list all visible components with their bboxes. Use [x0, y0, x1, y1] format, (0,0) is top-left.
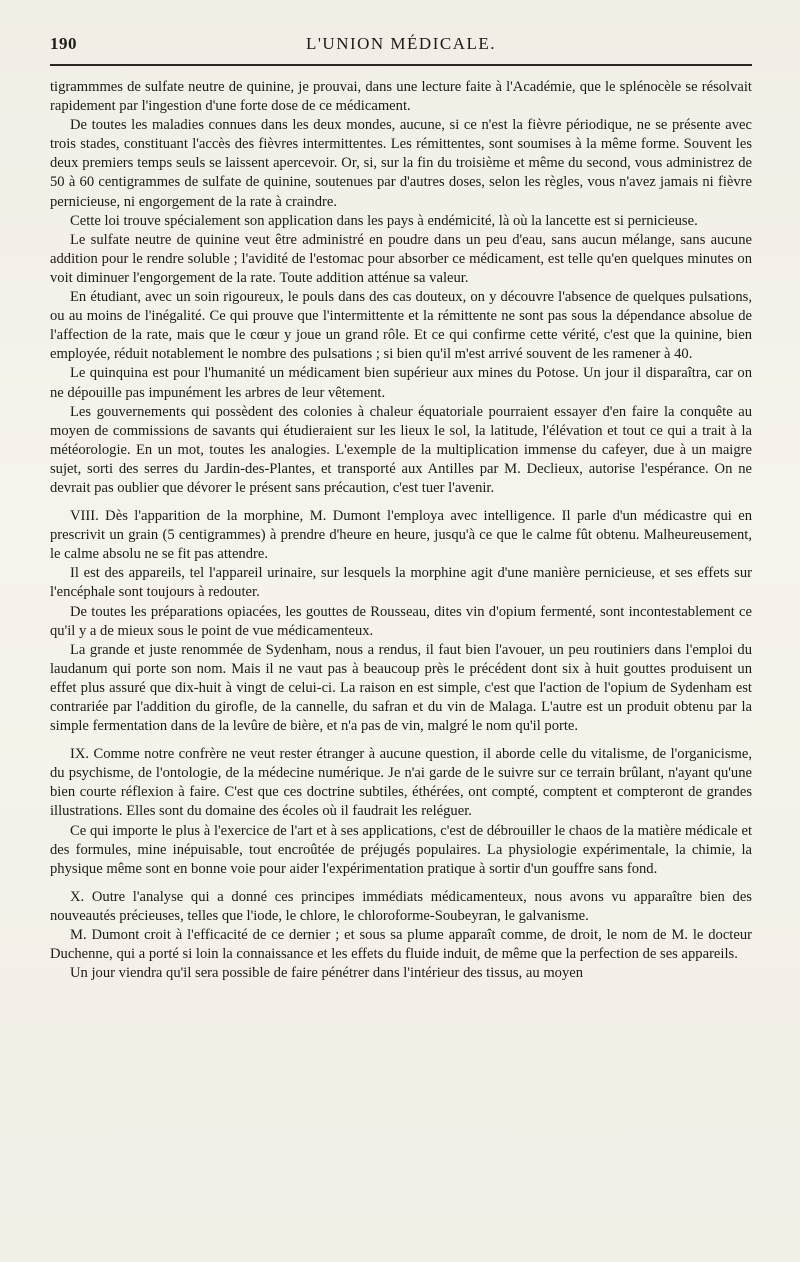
section-paragraph: IX. Comme notre confrère ne veut rester étranger à aucune question, il aborde celle du vitalisme, de l'organicisme, du psychisme, de l'ontologie, de la médecine numérique. Je n'ai garde de le suivre sur ce terrain brûlant, n'ayant qu'une bien courte réflexion à faire. C'est que ces doctrine subtiles, éthérées, ont compté, comptent et compteront de grandes illustrations. Elles sont du domaine des écoles où il faudrait les reléguer.	[50, 746, 752, 820]
paragraph: Les gouvernements qui possèdent des colonies à chaleur équatoriale pourraient essayer d'en faire la conquête au moyen de commissions de savants qui étudieraient sur les lieux le sol, la latitude, l'élévation et tout ce qui a trait à la météorologie. En un mot, toutes les analogies. L'exemple de la multiplication immense du cafeyer, due à un maigre sujet, sorti des serres du Jardin-des-Plantes, et transporté aux Antilles par M. Declieux, autorise l'espérance. On ne devrait pas oublier que dévorer le présent sans précaution, c'est tuer l'avenir.	[50, 403, 752, 496]
paragraph: Cette loi trouve spécialement son application dans les pays à endémicité, là où la lancette est si pernicieuse.	[70, 212, 698, 229]
journal-title: L'UNION MÉDICALE.	[305, 34, 497, 53]
paragraph: Il est des appareils, tel l'appareil urinaire, sur lesquels la morphine agit d'une manière pernicieuse, et ses effets sur l'encéphale sont toujours à redouter.	[50, 565, 752, 601]
page-number: 190	[50, 34, 77, 53]
section-paragraph: X. Outre l'analyse qui a donné ces principes immédiats médicamenteux, nous avons vu apparaître bien des nouveautés précieuses, telles que l'iode, le chlore, le chloroforme-Soubeyran, le galvanisme.	[50, 888, 752, 924]
paragraph: Un jour viendra qu'il sera possible de faire pénétrer dans l'intérieur des tissus, au moyen	[70, 965, 584, 982]
paragraph: La grande et juste renommée de Sydenham, nous a rendus, il faut bien l'avouer, un peu routiniers dans l'emploi du laudanum qui porte son nom. Mais il ne vaut pas à beaucoup près le précédent dont six à huit gouttes produisent un effet plus assuré que dix-huit à vingt de celui-ci. La raison en est simple, c'est que l'action de l'opium de Sydenham est contrariée par l'addition du girofle, de la cannelle, du safran et du vin de Malaga. L'autre est un produit obtenu par la simple fermentation dans de la levûre de bière, et n'a pas de vin, malgré le nom qu'il porte.	[50, 641, 752, 735]
paragraph: Ce qui importe le plus à l'exercice de l'art et à ses applications, c'est de débrouiller le chaos de la matière médicale et des formules, mine inépuisable, tout encroûtée de préjugés populaires. La physiologie expérimentale, la chimie, la physique même sont en bonne voie pour aider l'expérimentation pratique à sortir d'un gouffre sans fond.	[50, 822, 752, 877]
section-paragraph: VIII. Dès l'apparition de la morphine, M. Dumont l'employa avec intelligence. Il parle d'un médicastre qui en prescrivit un grain (5 centigrammes) à prendre d'heure en heure, jusqu'à ce que le calme fût obtenu. Malheureusement, le calme absolu ne se fit pas attendre.	[50, 508, 752, 563]
paragraph: tigrammmes de sulfate neutre de quinine, je prouvai, dans une lecture faite à l'Académie, que le splénocèle se résolvait rapidement par l'ingestion d'une forte dose de ce médicament.	[50, 79, 752, 115]
paragraph: Le sulfate neutre de quinine veut être administré en poudre dans un peu d'eau, sans aucun mélange, sans aucune addition pour le rendre soluble ; l'avidité de l'estomac pour absorber ce médicament, est telle qu'en quelques minutes on voit diminuer l'engorgement de la rate. Toute addition atténue sa valeur.	[50, 231, 752, 286]
paragraph: En étudiant, avec un soin rigoureux, le pouls dans des cas douteux, on y découvre l'absence de quelques pulsations, ou au moins de l'inégalité. Ce qui prouve que l'intermittente et la rémittente ne sont pas sous la dépendance absolue de l'affection de la rate, mais que le cœur y joue un grand rôle. Et ce qui confirme cette vérité, c'est que la quinine, bien employée, réduit notablement le nombre des pulsations ; si bien qu'il m'est arrivé souvent de les ramener à 40.	[50, 289, 752, 363]
paragraph: M. Dumont croit à l'efficacité de ce dernier ; et sous sa plume apparaît comme, de droit, le nom de M. le docteur Duchenne, qui a porté si loin la connaissance et les effets du fluide induit, de même que la perfection de ses appareils.	[50, 927, 752, 963]
paragraph: De toutes les maladies connues dans les deux mondes, aucune, si ce n'est la fièvre périodique, ne se présente avec trois stades, constituant l'accès des fièvres intermittentes. Les rémittentes, sont soumises à la même forme. Souvent les deux premiers temps seuls se laissent apercevoir. Or, si, sur la fin du troisième et même du second, vous administrez de 50 à 60 centigrammes de sulfate de quinine, soutenues par d'autres doses, selon les règles, vous n'avez jamais ni fièvre pernicieuse, ni engorgement de la rate à craindre.	[50, 117, 752, 210]
header-rule	[50, 64, 752, 66]
paragraph: De toutes les préparations opiacées, les gouttes de Rousseau, dites vin d'opium fermenté, sont incontestablement ce qu'il y a de mieux sous le point de vue médicamenteux.	[50, 603, 752, 639]
running-header	[50, 34, 752, 62]
paragraph: Le quinquina est pour l'humanité un médicament bien supérieur aux mines du Potose. Un jour il disparaîtra, car on ne dépouille pas impunément les arbres de leur vêtement.	[50, 365, 752, 401]
article-body	[50, 78, 752, 983]
